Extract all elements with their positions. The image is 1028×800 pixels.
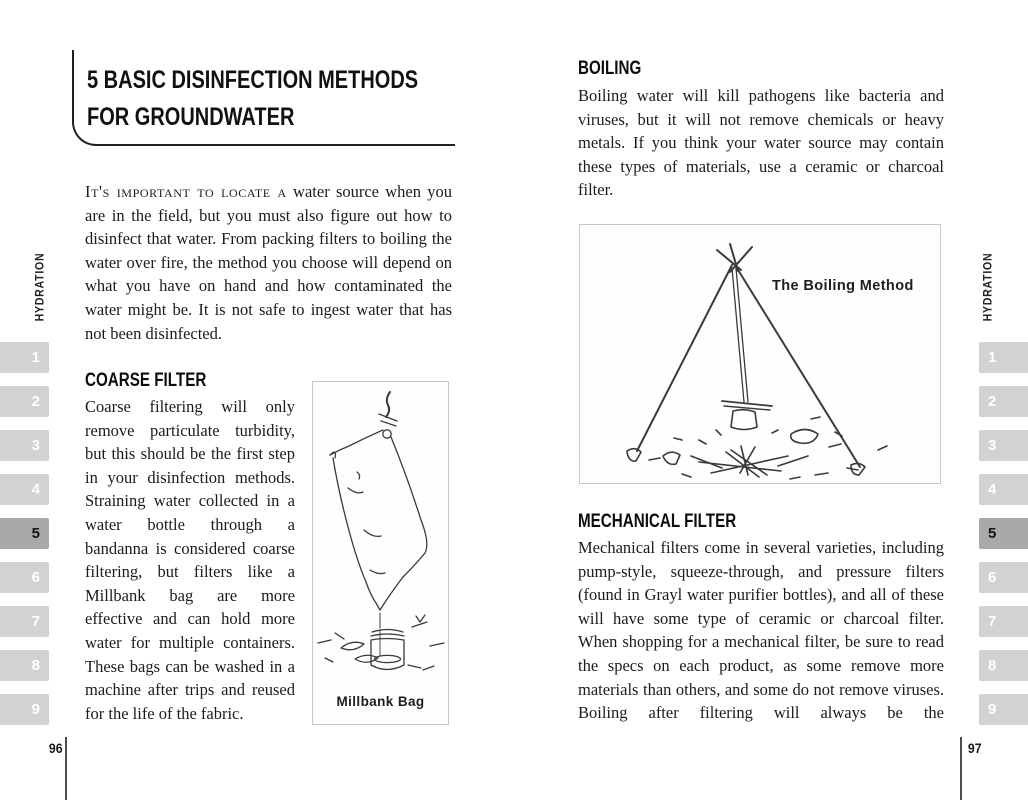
section-label-left bbox=[2, 249, 78, 325]
chapter-tab-2: 2 bbox=[0, 386, 49, 417]
chapter-title-line2: FOR GROUNDWATER bbox=[87, 103, 295, 131]
coarse-filter-paragraph: Coarse filtering will only remove particulate turbidity, but this should be the first step in your disinfection methods. Straining water collected in a water bottle through a bandanna is considered coarse filtering, but filters like a Millbank bag are more effective and can hold more water for multiple containers. These bags can be washed in a machine after trips and reused for the life of the fabric. bbox=[85, 397, 295, 723]
section-label-text: HYDRATION bbox=[982, 252, 994, 322]
chapter-tab-9: 9 bbox=[979, 694, 1028, 725]
chapter-tab-7: 7 bbox=[0, 606, 49, 637]
folio-rule-left bbox=[65, 737, 67, 800]
chapter-tab-6: 6 bbox=[0, 562, 49, 593]
section-label-text: HYDRATION bbox=[34, 252, 46, 322]
chapter-tab-3: 3 bbox=[0, 430, 49, 461]
page-number-left: 96 bbox=[49, 740, 64, 756]
chapter-tab-8: 8 bbox=[979, 650, 1028, 681]
intro-rest: water source when you are in the field, but you must also figure out how to disinfect that water. From packing filters to boiling the water over fire, the method you choose will depend on what you have on hand and how contaminated the water might be. It is not safe to ingest water that has not been disinfected. bbox=[85, 182, 452, 343]
millbank-bag-caption: Millbank Bag bbox=[336, 694, 425, 709]
chapter-tab-2: 2 bbox=[979, 386, 1028, 417]
boiling-method-illustration bbox=[580, 225, 940, 483]
chapter-tab-3: 3 bbox=[979, 430, 1028, 461]
chapter-tab-1: 1 bbox=[979, 342, 1028, 373]
chapter-tab-1: 1 bbox=[0, 342, 49, 373]
mechanical-filter-paragraph: Mechanical filters come in several varieties, including pump-style, squeeze-through, and pressure filters (found in Grayl water purifier bottles), and all of these will have some type of ceramic or charcoal filter. When shopping for a mechanical filter, be sure to read the specs on each product, as some remove more materials than others, and some do not remove viruses. Boiling after filtering will always be the bbox=[578, 538, 944, 723]
intro-paragraph bbox=[85, 180, 452, 345]
chapter-title-box bbox=[72, 50, 455, 146]
millbank-bag-illustration bbox=[313, 382, 448, 684]
chapter-tab-5-active: 5 bbox=[0, 518, 49, 549]
chapter-tab-8: 8 bbox=[0, 650, 49, 681]
chapter-tab-5-active: 5 bbox=[979, 518, 1028, 549]
folio-rule-right bbox=[960, 737, 962, 800]
boiling-method-label: The Boiling Method bbox=[772, 278, 914, 294]
boiling-heading: BOILING bbox=[578, 58, 642, 79]
boiling-paragraph: Boiling water will kill pathogens like bacteria and viruses, but it will not remove chemicals or heavy metals. If you think your water source may contain these types of materials, use a ceramic or charcoal filter. bbox=[578, 86, 944, 200]
chapter-tab-6: 6 bbox=[979, 562, 1028, 593]
chapter-tab-4: 4 bbox=[979, 474, 1028, 505]
mechanical-filter-heading: MECHANICAL FILTER bbox=[578, 511, 737, 532]
page-number-right: 97 bbox=[967, 740, 982, 756]
chapter-tab-4: 4 bbox=[0, 474, 49, 505]
chapter-tab-7: 7 bbox=[979, 606, 1028, 637]
coarse-filter-heading: COARSE FILTER bbox=[85, 370, 207, 391]
millbank-bag-figure bbox=[312, 381, 449, 725]
chapter-tab-9: 9 bbox=[0, 694, 49, 725]
intro-lead-smallcaps: It's important to locate a bbox=[85, 182, 287, 201]
chapter-title-line1: 5 BASIC DISINFECTION METHODS bbox=[87, 66, 419, 94]
section-label-right bbox=[950, 249, 1026, 325]
boiling-method-figure bbox=[579, 224, 941, 484]
